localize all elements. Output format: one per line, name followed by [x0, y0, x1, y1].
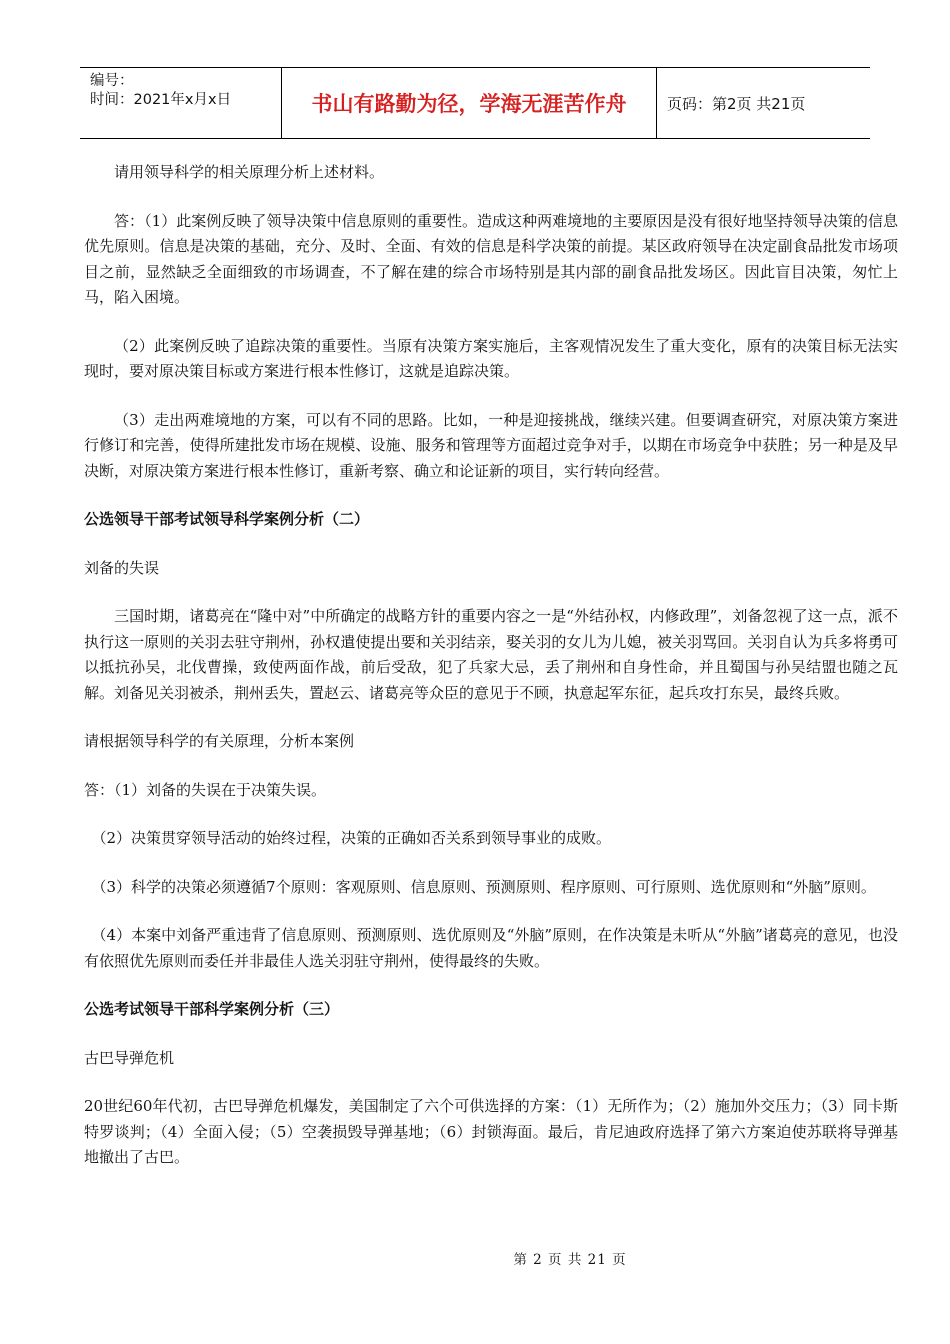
- paragraph: 20世纪60年代初，古巴导弹危机爆发，美国制定了六个可供选择的方案：（1）无所作为；（2）施加外交压力；（3）同卡斯特罗谈判；（4）全面入侵；（5）空袭损毁导弹基地；（6）封锁海面。最后，肯尼迪政府选择了第六方案迫使苏联将导弹基地撤出了古巴。: [84, 1097, 898, 1166]
- paragraph: （4）本案中刘备严重违背了信息原则、预测原则、选优原则及“外脑”原则，在作决策是未听从“外脑”诸葛亮的意见，也没有依照优先原则而委任并非最佳人选关羽驻守荆州，使得最终的失败。: [84, 926, 898, 970]
- header-meta: [80, 68, 282, 138]
- header-page-code: 页码：第2页 共21页: [667, 94, 806, 113]
- paragraph: 三国时期，诸葛亮在“隆中对”中所确定的战略方针的重要内容之一是“外结孙权，内修政理”，刘备忽视了这一点，派不执行这一原则的关羽去驻守荆州，孙权遣使提出要和关羽结亲，娶关羽的女儿为儿媳，被关羽骂回。关羽自认为兵多将勇可以抵抗孙吴，北伐曹操，致使两面作战，前后受敌，犯了兵家大忌，丢了荆州和自身性命，并且蜀国与孙吴结盟也随之瓦解。刘备见关羽被杀，荆州丢失，置赵云、诸葛亮等众臣的意见于不顾，执意起军东征，起兵攻打东吴，最终兵败。: [84, 607, 898, 702]
- paragraph: 答：（1）此案例反映了领导决策中信息原则的重要性。造成这种两难境地的主要原因是没有很好地坚持领导决策的信息优先原则。信息是决策的基础，充分、及时、全面、有效的信息是科学决策的前提。某区政府领导在决定副食品批发市场项目之前，显然缺乏全面细致的市场调查，不了解在建的综合市场特别是其内部的副食品批发场区。因此盲目决策，匆忙上马，陷入困境。: [84, 211, 898, 306]
- paragraph: 答：（1）刘备的失误在于决策失误。: [84, 780, 327, 799]
- page-header: [80, 67, 870, 139]
- case-title: 刘备的失误: [84, 558, 160, 577]
- case-title: 古巴导弹危机: [84, 1048, 175, 1067]
- date-label: 时间：2021年x月x日: [90, 92, 232, 108]
- paragraph: （3）科学的决策必须遵循7个原则：客观原则、信息原则、预测原则、程序原则、可行原则、选优原则和“外脑”原则。: [91, 877, 876, 896]
- page-footer: 第 2 页 共 21 页: [513, 1252, 627, 1268]
- document-body: [84, 160, 898, 1194]
- section-heading: 公选领导干部考试领导科学案例分析（二）: [84, 510, 370, 528]
- paragraph: 请根据领导科学的有关原理，分析本案例: [84, 732, 355, 750]
- paragraph: （3）走出两难境地的方案，可以有不同的思路。比如，一种是迎接挑战，继续兴建。但要调查研究，对原决策方案进行修订和完善，使得所建批发市场在规模、设施、服务和管理等方面超过竞争对手，以期在市场竞争中获胜；另一种是及早决断，对原决策方案进行根本性修订，重新考察、确立和论证新的项目，实行转向经营。: [84, 410, 898, 480]
- paragraph: （2）此案例反映了追踪决策的重要性。当原有决策方案实施后，主客观情况发生了重大变化，原有的决策目标无法实现时，要对原决策目标或方案进行根本性修订，这就是追踪决策。: [84, 336, 898, 380]
- section-heading: 公选考试领导干部科学案例分析（三）: [84, 1000, 340, 1018]
- paragraph: （2）决策贯穿领导活动的始终过程，决策的正确如否关系到领导事业的成败。: [91, 829, 612, 847]
- header-motto: 书山有路勤为径，学海无涯苦作舟: [282, 68, 657, 138]
- number-label: 编号：: [90, 73, 134, 89]
- paragraph: 请用领导科学的相关原理分析上述材料。: [114, 163, 385, 181]
